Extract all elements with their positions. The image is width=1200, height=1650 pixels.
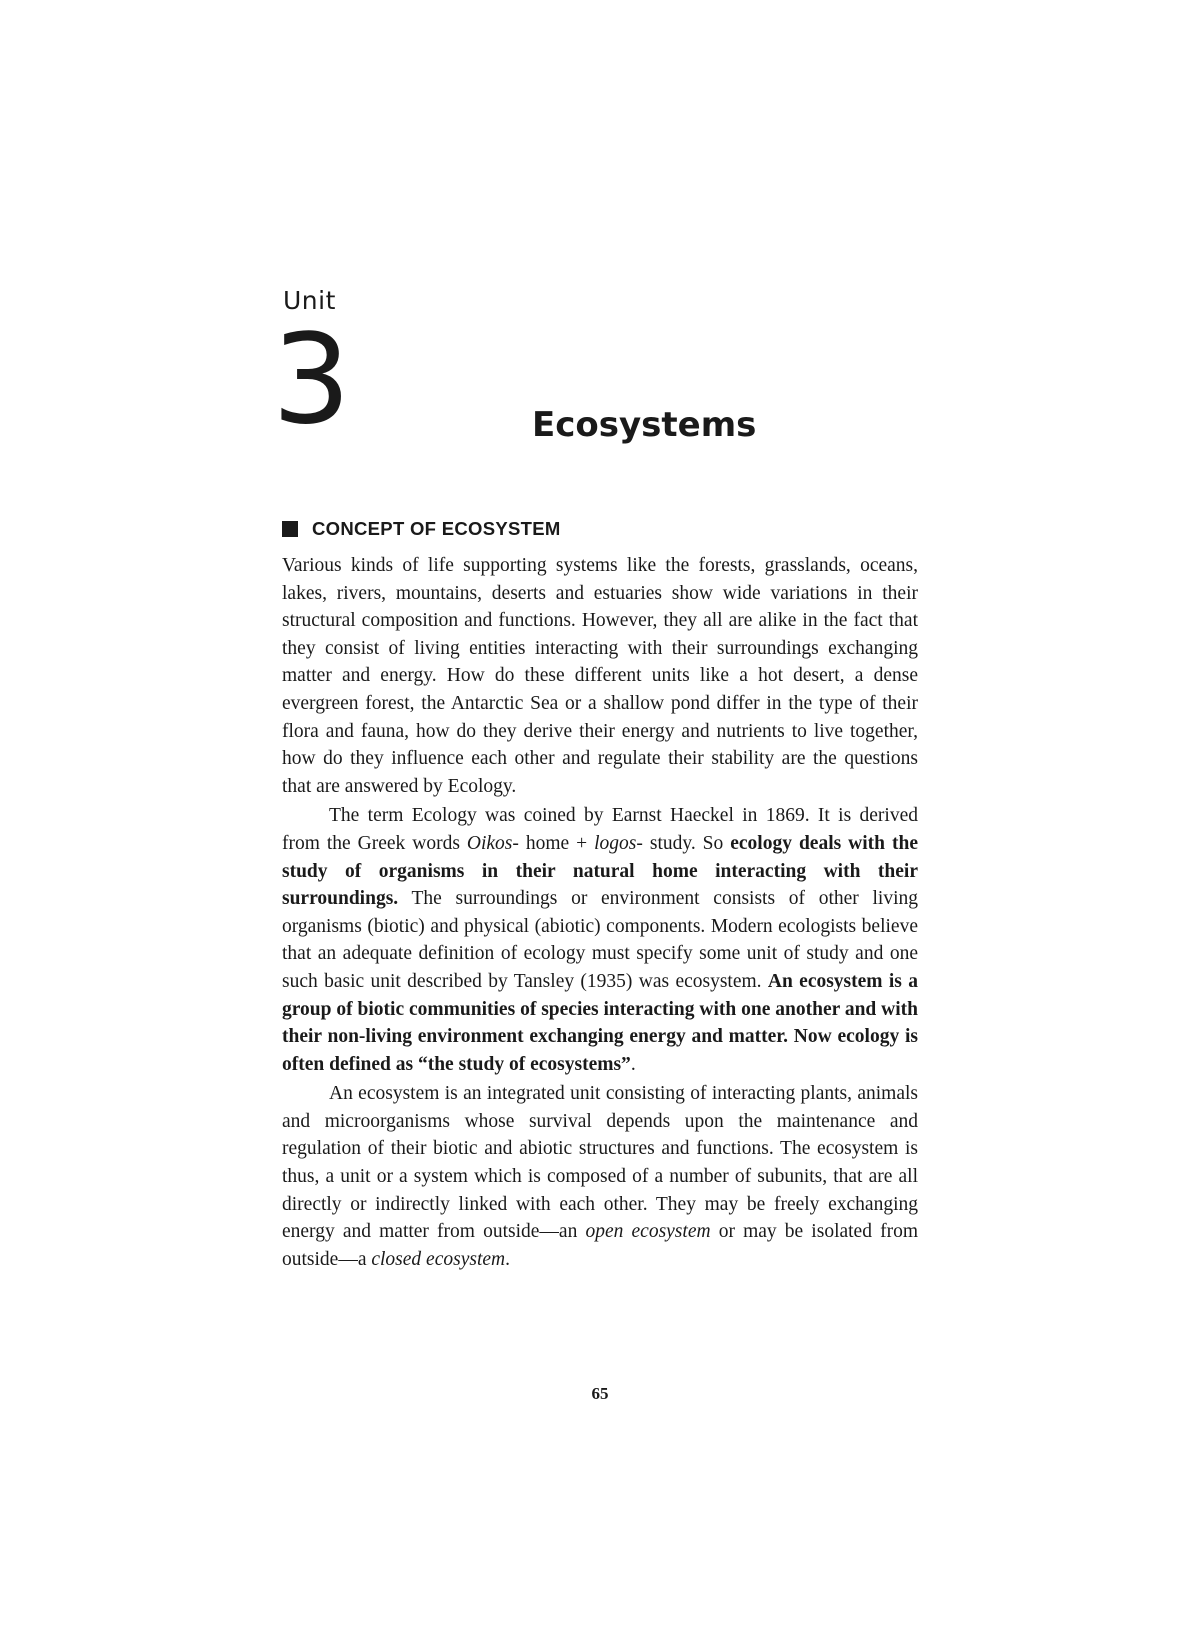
p3-text-a: An ecosystem is an integrated unit consisting of interacting plants, animals and microorganisms whose survival depends upon the maintenance and regulation of their biotic and abiotic structures and functions. The ecosystem is thus, a unit or a system which is composed of a number of subunits, that are all directly or indirectly linked with each other. They may be freely exchanging energy and matter from outside—an (282, 1083, 918, 1243)
ecology-definition: ecology deals with the study of organisms in their natural home interacting with their surroundings. (282, 832, 918, 910)
p2-text-d: The surroundings or environment consists of other living organisms (biotic) and physical (abiotic) components. Modern ecologists believe that an adequate definition of ecology must specify some unit of study and one such basic unit described by Tansley (1935) was ecosystem. (282, 888, 918, 992)
unit-number: 3 (272, 308, 349, 452)
p2-text-b: - home + (512, 832, 595, 854)
p2-text-end: . (630, 1053, 636, 1075)
p3-text-b: or may be isolated from outside—a (282, 1221, 919, 1270)
term-open-ecosystem: open ecosystem (585, 1221, 711, 1243)
square-bullet-icon (282, 521, 298, 537)
p3-text-end: . (505, 1248, 510, 1270)
ecosystem-definition: An ecosystem is a group of biotic communities of species interacting with one another and with their non-living environment exchanging energy and matter. Now ecology is often defined as “the study of ecosystems” (282, 970, 918, 1075)
term-oikos: Oikos (466, 832, 513, 854)
unit-label: Unit (283, 286, 336, 315)
term-logos: logos (594, 832, 637, 854)
chapter-title: Ecosystems (532, 405, 757, 445)
paragraph-1: Various kinds of life supporting systems like the forests, grasslands, oceans, lakes, rivers, mountains, deserts and estuaries show wide variations in their structural composition and functions. However, they all are alike in the fact that they consist of living entities interacting with their surroundings exchanging matter and energy. How do these different units like a hot desert, a dense evergreen forest, the Antarctic Sea or a shallow pond differ in the type of their flora and fauna, how do they derive their energy and nutrients to live together, how do they influence each other and regulate their stability are the questions that are answered by Ecology. (282, 555, 918, 797)
body-text (282, 552, 918, 1273)
p2-text-c: - study. So (636, 832, 731, 854)
section-heading (282, 518, 561, 540)
paragraph-2 (282, 802, 918, 1078)
section-heading-text: CONCEPT OF ECOSYSTEM (312, 518, 561, 539)
page-number: 65 (591, 1384, 609, 1403)
p2-text-a: The term Ecology was coined by Earnst Haeckel in 1869. It is derived from the Greek words (282, 805, 918, 854)
term-closed-ecosystem: closed ecosystem (371, 1248, 506, 1270)
paragraph-3 (282, 1080, 918, 1273)
